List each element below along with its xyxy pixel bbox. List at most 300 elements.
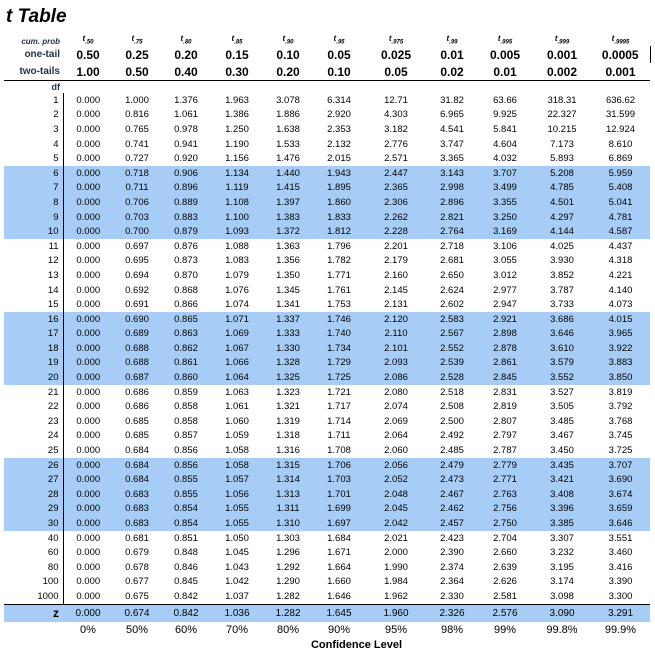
two-tails-value: 0.01: [477, 63, 533, 81]
critical-value-cell: 1.119: [211, 181, 263, 196]
critical-value-cell: 1.060: [225, 415, 249, 427]
one-tail-value: 0.20: [174, 47, 198, 62]
confidence-row: [4, 622, 650, 638]
critical-value-cell: 6.314: [327, 94, 351, 106]
critical-value-cell: 0.684: [113, 472, 161, 487]
critical-value-cell: 2.878: [477, 341, 533, 356]
critical-value-cell: 4.437: [608, 240, 633, 252]
critical-value-cell: 1.711: [327, 430, 351, 442]
cum-prob-value: .99: [449, 40, 458, 46]
critical-value-cell: 1.045: [225, 547, 249, 559]
critical-value-cell: 2.898: [477, 327, 533, 342]
critical-value-cell: 0.683: [113, 502, 161, 517]
critical-value-cell: 2.756: [477, 502, 533, 517]
critical-value-cell: 0.000: [63, 487, 113, 502]
critical-value-cell: 2.771: [477, 472, 533, 487]
critical-value-cell: 2.179: [384, 255, 408, 267]
df-value: 9: [4, 210, 63, 225]
critical-value-cell: 3.174: [550, 576, 574, 588]
critical-value-cell: 1.397: [263, 195, 313, 210]
critical-value-cell: 2.571: [384, 153, 408, 165]
critical-value-cell: 1.796: [327, 240, 351, 252]
critical-value-cell: 2.447: [365, 166, 427, 181]
critical-value-cell: 1.717: [327, 401, 351, 413]
critical-value-cell: 3.365: [440, 153, 464, 165]
table-row: [4, 297, 650, 312]
critical-value-cell: 1.043: [225, 561, 249, 573]
critical-value-cell: 1.990: [384, 561, 408, 573]
critical-value-cell: 0.000: [76, 386, 101, 398]
critical-value-cell: 22.327: [547, 109, 577, 121]
critical-value-cell: 1.376: [174, 94, 198, 106]
critical-value-cell: 2.262: [365, 210, 427, 225]
one-tail-value: 0.005: [489, 47, 521, 62]
critical-value-cell: 2.021: [384, 532, 408, 544]
table-row: [4, 575, 650, 590]
critical-value-cell: 1.646: [327, 590, 351, 602]
critical-value-cell: 2.602: [440, 299, 464, 311]
two-tails-value: 0.05: [365, 63, 427, 81]
critical-value-cell: 1.292: [276, 561, 300, 573]
critical-value-cell: 2.920: [327, 109, 351, 121]
critical-value-cell: 5.208: [533, 166, 591, 181]
critical-value-cell: 3.690: [591, 472, 650, 487]
df-value: 8: [4, 195, 63, 210]
critical-value-cell: 0.677: [125, 576, 149, 588]
critical-value-cell: 1.311: [263, 502, 313, 517]
cum-prob-value: .995: [500, 40, 513, 46]
critical-value-cell: 0.681: [125, 532, 149, 544]
critical-value-cell: 1.706: [313, 458, 365, 473]
critical-value-cell: 0.000: [76, 255, 101, 267]
critical-value-cell: 0.000: [63, 516, 113, 531]
cum-prob-value: .95: [336, 40, 345, 46]
critical-value-cell: 0.683: [113, 516, 161, 531]
critical-value-cell: 3.707: [591, 458, 650, 473]
critical-value-cell: 2.080: [384, 386, 408, 398]
critical-value-cell: 0.879: [161, 224, 211, 239]
critical-value-cell: 0.697: [125, 240, 149, 252]
critical-value-cell: 3.551: [608, 532, 633, 544]
critical-value-cell: 3.819: [608, 386, 633, 398]
critical-value-cell: 1.314: [263, 472, 313, 487]
critical-value-cell: 1.250: [225, 123, 249, 135]
critical-value-cell: 0.688: [113, 356, 161, 371]
z-value-cell: 3.090: [533, 604, 591, 622]
critical-value-cell: 4.140: [608, 284, 633, 296]
df-value: 17: [4, 327, 63, 342]
critical-value-cell: 1.190: [225, 138, 249, 150]
critical-value-cell: 1.313: [263, 487, 313, 502]
critical-value-cell: 1.440: [263, 166, 313, 181]
critical-value-cell: 636.62: [605, 94, 636, 106]
critical-value-cell: 0.868: [174, 284, 198, 296]
critical-value-cell: 1.069: [211, 327, 263, 342]
df-value: 13: [4, 268, 63, 283]
z-row: [4, 604, 650, 622]
critical-value-cell: 3.408: [533, 487, 591, 502]
confidence-value: 99.9%: [604, 623, 637, 636]
critical-value-cell: 1.962: [384, 590, 408, 602]
critical-value-cell: 1.100: [211, 210, 263, 225]
critical-value-cell: 0.000: [63, 472, 113, 487]
critical-value-cell: 0.695: [125, 255, 149, 267]
critical-value-cell: 2.492: [440, 430, 464, 442]
confidence-value: 70%: [225, 623, 249, 636]
critical-value-cell: 2.045: [365, 502, 427, 517]
table-row: [4, 210, 650, 225]
critical-value-cell: 3.527: [550, 386, 574, 398]
df-value: 7: [4, 181, 63, 196]
critical-value-cell: 1.066: [211, 356, 263, 371]
critical-value-cell: 3.922: [591, 341, 650, 356]
critical-value-cell: 1.323: [276, 386, 300, 398]
cum-prob-value: .9995: [614, 40, 630, 46]
critical-value-cell: 2.681: [440, 255, 464, 267]
table-row: [4, 472, 650, 487]
critical-value-cell: 2.896: [427, 195, 477, 210]
critical-value-cell: 4.318: [608, 255, 633, 267]
critical-value-cell: 2.086: [365, 370, 427, 385]
critical-value-cell: 3.182: [384, 123, 408, 135]
df-value: 80: [4, 560, 63, 575]
critical-value-cell: 2.660: [493, 547, 517, 559]
critical-value-cell: 0.859: [174, 386, 198, 398]
critical-value-cell: 3.421: [533, 472, 591, 487]
critical-value-cell: 1.476: [276, 153, 300, 165]
critical-value-cell: 2.831: [493, 386, 517, 398]
critical-value-cell: 0.000: [63, 224, 113, 239]
critical-value-cell: 2.583: [427, 312, 477, 327]
critical-value-cell: 3.646: [591, 516, 650, 531]
table-row: [4, 443, 650, 458]
critical-value-cell: 0.845: [174, 576, 198, 588]
critical-value-cell: 3.307: [550, 532, 574, 544]
z-value-cell: 1.645: [313, 604, 365, 622]
z-value-cell: 1.036: [211, 604, 263, 622]
critical-value-cell: 1.833: [313, 210, 365, 225]
critical-value-cell: 5.841: [493, 123, 517, 135]
df-value: 16: [4, 312, 63, 327]
critical-value-cell: 0.000: [76, 430, 101, 442]
critical-value-cell: 3.850: [591, 370, 650, 385]
critical-value-cell: 0.686: [125, 401, 149, 413]
critical-value-cell: 0.862: [161, 341, 211, 356]
df-value: 4: [4, 137, 63, 152]
critical-value-cell: 0.873: [174, 255, 198, 267]
critical-value-cell: 0.683: [113, 487, 161, 502]
critical-value-cell: 3.098: [550, 590, 574, 602]
table-row: [4, 268, 650, 283]
critical-value-cell: 2.069: [384, 415, 408, 427]
critical-value-cell: 1.740: [313, 327, 365, 342]
critical-value-cell: 5.893: [550, 153, 574, 165]
critical-value-cell: 0.883: [161, 210, 211, 225]
critical-value-cell: 3.674: [591, 487, 650, 502]
cum-prob-header: $t_{.85}$: [231, 34, 243, 46]
one-tail-value: 0.15: [225, 47, 249, 62]
cum-prob-header: $t_{.80}$: [180, 34, 192, 46]
table-row: [4, 122, 650, 137]
critical-value-cell: 3.385: [533, 516, 591, 531]
critical-value-cell: 0.741: [125, 138, 149, 150]
critical-value-cell: 1.729: [313, 356, 365, 371]
critical-value-cell: 4.221: [608, 269, 633, 281]
critical-value-cell: 5.408: [591, 181, 650, 196]
critical-value-cell: 1.350: [276, 269, 300, 281]
critical-value-cell: 1.372: [263, 224, 313, 239]
critical-value-cell: 1.697: [313, 516, 365, 531]
critical-value-cell: 5.959: [591, 166, 650, 181]
critical-value-cell: 0.000: [76, 153, 101, 165]
critical-value-cell: 8.610: [608, 138, 633, 150]
critical-value-cell: 1.134: [211, 166, 263, 181]
critical-value-cell: 3.195: [550, 561, 574, 573]
header-row-one-tail: [4, 46, 650, 63]
critical-value-cell: 2.750: [477, 516, 533, 531]
critical-value-cell: 1.638: [276, 123, 300, 135]
critical-value-cell: 3.852: [550, 269, 574, 281]
critical-value-cell: 0.858: [174, 401, 198, 413]
confidence-value: 90%: [327, 623, 351, 636]
df-value: 14: [4, 283, 63, 298]
table-title: t Table: [6, 6, 67, 27]
critical-value-cell: 12.71: [384, 94, 408, 106]
one-tail-value: 0.001: [546, 47, 578, 62]
cum-prob-header: $t_{.995}$: [497, 34, 513, 46]
critical-value-cell: 1.963: [225, 94, 249, 106]
critical-value-cell: 1.083: [225, 255, 249, 267]
table-row: [4, 341, 650, 356]
confidence-spacer: [4, 638, 63, 652]
critical-value-cell: 1.699: [313, 502, 365, 517]
critical-value-cell: 2.306: [365, 195, 427, 210]
two-tails-value: 0.002: [533, 63, 591, 81]
critical-value-cell: 0.686: [125, 386, 149, 398]
confidence-spacer: [4, 622, 63, 638]
table-row: [4, 239, 650, 254]
df-value: 1000: [4, 589, 63, 604]
critical-value-cell: 0.906: [161, 166, 211, 181]
critical-value-cell: 2.779: [477, 458, 533, 473]
critical-value-cell: 3.232: [550, 547, 574, 559]
cum-prob-value: .90: [285, 40, 294, 46]
table-row: [4, 399, 650, 414]
table-row: [4, 195, 650, 210]
table-row: [4, 560, 650, 575]
critical-value-cell: 1.061: [174, 109, 198, 121]
cum-prob-header: $t_{.95}$: [333, 34, 345, 46]
critical-value-cell: 3.768: [608, 415, 633, 427]
critical-value-cell: 1.330: [263, 341, 313, 356]
critical-value-cell: 1.341: [276, 299, 300, 311]
critical-value-cell: 1.746: [313, 312, 365, 327]
critical-value-cell: 1.000: [125, 94, 149, 106]
df-value: 20: [4, 370, 63, 385]
critical-value-cell: 3.646: [533, 327, 591, 342]
critical-value-cell: 1.319: [276, 415, 300, 427]
critical-value-cell: 1.290: [276, 576, 300, 588]
critical-value-cell: 1.058: [225, 445, 249, 457]
critical-value-cell: 4.032: [493, 153, 517, 165]
critical-value-cell: 1.315: [263, 458, 313, 473]
critical-value-cell: 1.156: [225, 153, 249, 165]
t-distribution-table: [4, 33, 651, 652]
critical-value-cell: 0.860: [161, 370, 211, 385]
critical-value-cell: 2.462: [427, 502, 477, 517]
critical-value-cell: 2.797: [493, 430, 517, 442]
critical-value-cell: 0.856: [174, 445, 198, 457]
critical-value-cell: 7.173: [550, 138, 574, 150]
critical-value-cell: 0.000: [63, 195, 113, 210]
critical-value-cell: 1.943: [313, 166, 365, 181]
df-value: 28: [4, 487, 63, 502]
z-value-cell: 3.291: [591, 604, 650, 622]
table-row: [4, 414, 650, 429]
critical-value-cell: 1.725: [313, 370, 365, 385]
critical-value-cell: 0.718: [113, 166, 161, 181]
critical-value-cell: 0.000: [76, 561, 101, 573]
critical-value-cell: 63.66: [493, 94, 517, 106]
critical-value-cell: 2.787: [493, 445, 517, 457]
critical-value-cell: 1.363: [276, 240, 300, 252]
two-tails-value: 1.00: [63, 63, 113, 81]
critical-value-cell: 3.055: [493, 255, 517, 267]
critical-value-cell: 1.782: [327, 255, 351, 267]
df-value: 19: [4, 356, 63, 371]
two-tails-value: 0.50: [113, 63, 161, 81]
critical-value-cell: 3.733: [550, 299, 574, 311]
critical-value-cell: 1.771: [327, 269, 351, 281]
df-value: 21: [4, 385, 63, 400]
critical-value-cell: 0.858: [174, 415, 198, 427]
critical-value-cell: 3.485: [550, 415, 574, 427]
critical-value-cell: 31.599: [605, 109, 636, 121]
z-value-cell: 0.674: [113, 604, 161, 622]
critical-value-cell: 3.143: [427, 166, 477, 181]
confidence-value: 60%: [174, 623, 198, 636]
critical-value-cell: 1.886: [276, 109, 300, 121]
critical-value-cell: 1.037: [225, 590, 249, 602]
critical-value-cell: 1.345: [276, 284, 300, 296]
critical-value-cell: 1.753: [327, 299, 351, 311]
critical-value-cell: 3.787: [550, 284, 574, 296]
critical-value-cell: 0.765: [125, 123, 149, 135]
critical-value-cell: 3.965: [591, 327, 650, 342]
critical-value-cell: 0.679: [125, 547, 149, 559]
critical-value-cell: 2.457: [427, 516, 477, 531]
critical-value-cell: 0.876: [174, 240, 198, 252]
table-row: [4, 137, 650, 152]
critical-value-cell: 0.000: [76, 576, 101, 588]
table-row: [4, 327, 650, 342]
critical-value-cell: 2.704: [493, 532, 517, 544]
df-value: 22: [4, 399, 63, 414]
critical-value-cell: 0.000: [76, 109, 101, 121]
critical-value-cell: 0.000: [63, 166, 113, 181]
critical-value-cell: 0.000: [76, 547, 101, 559]
z-label: z: [4, 604, 63, 622]
cum-prob-value: .80: [183, 40, 192, 46]
table-row: [4, 254, 650, 269]
critical-value-cell: 0.000: [76, 94, 101, 106]
critical-value-cell: 2.423: [440, 532, 464, 544]
critical-value-cell: 3.078: [276, 94, 300, 106]
critical-value-cell: 3.012: [493, 269, 517, 281]
critical-value-cell: 3.610: [533, 341, 591, 356]
critical-value-cell: 1.356: [276, 255, 300, 267]
critical-value-cell: 0.000: [63, 327, 113, 342]
critical-value-cell: 1.684: [327, 532, 351, 544]
critical-value-cell: 1.533: [276, 138, 300, 150]
critical-value-cell: 1.310: [263, 516, 313, 531]
confidence-value: 80%: [276, 623, 300, 636]
df-value: 23: [4, 414, 63, 429]
critical-value-cell: 0.855: [161, 487, 211, 502]
table-row: [4, 589, 650, 604]
df-value: 12: [4, 254, 63, 269]
critical-value-cell: 0.000: [76, 445, 101, 457]
critical-value-cell: 1.074: [225, 299, 249, 311]
critical-value-cell: 0.691: [125, 299, 149, 311]
critical-value-cell: 2.552: [427, 341, 477, 356]
critical-value-cell: 1.984: [384, 576, 408, 588]
critical-value-cell: 1.063: [225, 386, 249, 398]
critical-value-cell: 3.250: [477, 210, 533, 225]
table-row: [4, 487, 650, 502]
critical-value-cell: 0.000: [63, 181, 113, 196]
critical-value-cell: 1.059: [225, 430, 249, 442]
critical-value-cell: 1.328: [263, 356, 313, 371]
critical-value-cell: 0.855: [161, 472, 211, 487]
critical-value-cell: 0.692: [125, 284, 149, 296]
critical-value-cell: 2.977: [493, 284, 517, 296]
critical-value-cell: 2.639: [493, 561, 517, 573]
critical-value-cell: 1.316: [276, 445, 300, 457]
one-tail-value: 0.25: [125, 47, 149, 62]
z-value-cell: 0.842: [161, 604, 211, 622]
confidence-value: 99%: [493, 623, 517, 636]
critical-value-cell: 0.861: [161, 356, 211, 371]
critical-value-cell: 2.947: [493, 299, 517, 311]
critical-value-cell: 3.300: [608, 590, 633, 602]
critical-value-cell: 3.707: [477, 166, 533, 181]
critical-value-cell: 0.866: [174, 299, 198, 311]
critical-value-cell: 4.781: [591, 210, 650, 225]
header-row-two-tails: [4, 63, 650, 81]
critical-value-cell: 3.106: [493, 240, 517, 252]
critical-value-cell: 3.169: [477, 224, 533, 239]
critical-value-cell: 2.052: [365, 472, 427, 487]
critical-value-cell: 2.101: [365, 341, 427, 356]
critical-value-cell: 2.145: [384, 284, 408, 296]
critical-value-cell: 0.700: [113, 224, 161, 239]
cum-prob-header: $t_{.75}$: [131, 34, 143, 46]
critical-value-cell: 1.708: [327, 445, 351, 457]
critical-value-cell: 2.390: [440, 547, 464, 559]
critical-value-cell: 0.690: [113, 312, 161, 327]
df-value: 1: [4, 93, 63, 108]
one-tail-value: 0.10: [276, 47, 300, 62]
critical-value-cell: 2.132: [327, 138, 351, 150]
critical-value-cell: 3.883: [591, 356, 650, 371]
critical-value-cell: 3.659: [591, 502, 650, 517]
critical-value-cell: 1.333: [263, 327, 313, 342]
z-value-cell: 2.326: [427, 604, 477, 622]
cum-prob-header: $t_{.50}$: [82, 34, 94, 46]
critical-value-cell: 3.355: [477, 195, 533, 210]
critical-value-cell: 2.718: [440, 240, 464, 252]
